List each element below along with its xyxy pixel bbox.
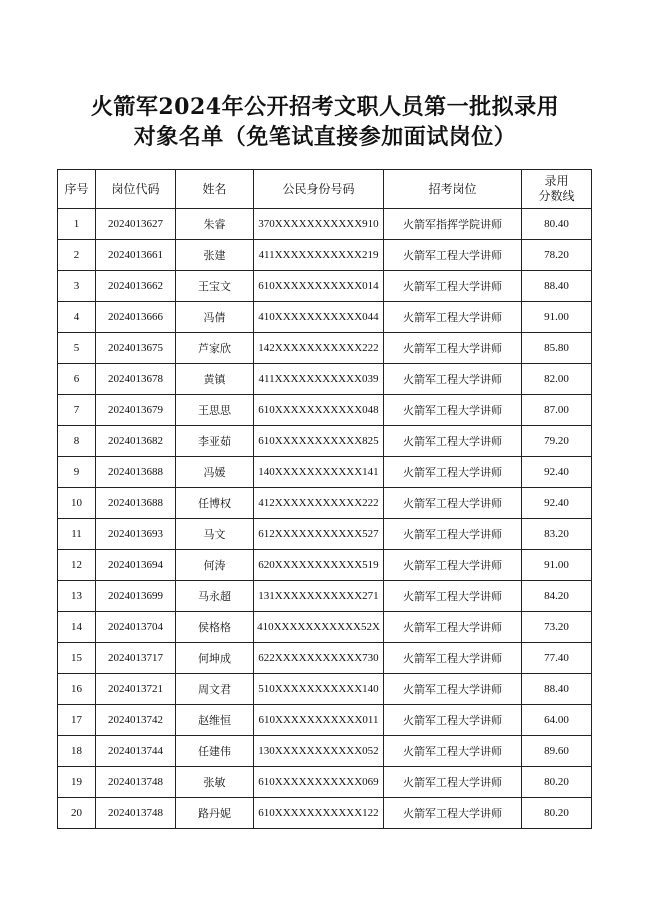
cell-no: 3 (58, 271, 96, 302)
cell-code: 2024013693 (96, 519, 176, 550)
cell-post: 火箭军工程大学讲师 (384, 550, 522, 581)
cell-no: 2 (58, 240, 96, 271)
cell-code: 2024013688 (96, 457, 176, 488)
cell-no: 14 (58, 612, 96, 643)
cell-post: 火箭军工程大学讲师 (384, 767, 522, 798)
cell-no: 5 (58, 333, 96, 364)
table-row (58, 364, 592, 395)
cell-name: 芦家欣 (176, 333, 254, 364)
cell-name: 马文 (176, 519, 254, 550)
cell-name: 张建 (176, 240, 254, 271)
header-code: 岗位代码 (96, 170, 176, 209)
cell-code: 2024013678 (96, 364, 176, 395)
table-row (58, 333, 592, 364)
cell-score: 92.40 (522, 457, 592, 488)
cell-name: 路丹妮 (176, 798, 254, 829)
cell-code: 2024013742 (96, 705, 176, 736)
cell-no: 18 (58, 736, 96, 767)
cell-id: 130XXXXXXXXXXX052 (254, 736, 384, 767)
cell-code: 2024013717 (96, 643, 176, 674)
cell-code: 2024013661 (96, 240, 176, 271)
cell-name: 赵维恒 (176, 705, 254, 736)
cell-code: 2024013679 (96, 395, 176, 426)
cell-no: 1 (58, 209, 96, 240)
cell-code: 2024013748 (96, 767, 176, 798)
cell-score: 91.00 (522, 302, 592, 333)
cell-code: 2024013666 (96, 302, 176, 333)
cell-post: 火箭军工程大学讲师 (384, 643, 522, 674)
cell-id: 411XXXXXXXXXXX219 (254, 240, 384, 271)
cell-id: 140XXXXXXXXXXX141 (254, 457, 384, 488)
page-title (0, 92, 650, 152)
table-row (58, 581, 592, 612)
cell-id: 370XXXXXXXXXXX910 (254, 209, 384, 240)
cell-name: 任博权 (176, 488, 254, 519)
cell-post: 火箭军工程大学讲师 (384, 333, 522, 364)
table-row (58, 209, 592, 240)
cell-post: 火箭军工程大学讲师 (384, 395, 522, 426)
roster-table (57, 169, 592, 829)
header-score-line-2: 分数线 (538, 189, 575, 203)
cell-id: 612XXXXXXXXXXX527 (254, 519, 384, 550)
cell-post: 火箭军工程大学讲师 (384, 705, 522, 736)
cell-code: 2024013748 (96, 798, 176, 829)
cell-score: 79.20 (522, 426, 592, 457)
cell-name: 何坤成 (176, 643, 254, 674)
table-row (58, 426, 592, 457)
cell-id: 610XXXXXXXXXXX069 (254, 767, 384, 798)
cell-post: 火箭军工程大学讲师 (384, 364, 522, 395)
cell-name: 李亚茹 (176, 426, 254, 457)
cell-post: 火箭军指挥学院讲师 (384, 209, 522, 240)
cell-post: 火箭军工程大学讲师 (384, 736, 522, 767)
cell-id: 131XXXXXXXXXXX271 (254, 581, 384, 612)
cell-score: 77.40 (522, 643, 592, 674)
page-title-line-1: 火箭军2024年公开招考文职人员第一批拟录用 (90, 94, 560, 120)
cell-name: 张敏 (176, 767, 254, 798)
cell-score: 91.00 (522, 550, 592, 581)
table-row (58, 271, 592, 302)
cell-score: 88.40 (522, 674, 592, 705)
cell-id: 620XXXXXXXXXXX519 (254, 550, 384, 581)
cell-name: 周文君 (176, 674, 254, 705)
cell-id: 411XXXXXXXXXXX039 (254, 364, 384, 395)
table-row (58, 550, 592, 581)
cell-post: 火箭军工程大学讲师 (384, 271, 522, 302)
cell-no: 16 (58, 674, 96, 705)
table-row (58, 240, 592, 271)
cell-no: 19 (58, 767, 96, 798)
cell-no: 13 (58, 581, 96, 612)
cell-score: 92.40 (522, 488, 592, 519)
cell-name: 黄镇 (176, 364, 254, 395)
page-title-line-2: 对象名单（免笔试直接参加面试岗位） (133, 124, 517, 150)
cell-score: 80.40 (522, 209, 592, 240)
table-row (58, 395, 592, 426)
cell-name: 王思思 (176, 395, 254, 426)
cell-score: 83.20 (522, 519, 592, 550)
cell-score: 84.20 (522, 581, 592, 612)
cell-name: 冯媛 (176, 457, 254, 488)
table-row (58, 798, 592, 829)
cell-code: 2024013627 (96, 209, 176, 240)
cell-post: 火箭军工程大学讲师 (384, 488, 522, 519)
header-id: 公民身份号码 (254, 170, 384, 209)
cell-no: 12 (58, 550, 96, 581)
cell-id: 610XXXXXXXXXXX122 (254, 798, 384, 829)
cell-score: 85.80 (522, 333, 592, 364)
cell-post: 火箭军工程大学讲师 (384, 581, 522, 612)
cell-id: 610XXXXXXXXXXX048 (254, 395, 384, 426)
cell-post: 火箭军工程大学讲师 (384, 457, 522, 488)
table-row (58, 457, 592, 488)
cell-name: 冯倩 (176, 302, 254, 333)
table-row (58, 519, 592, 550)
cell-no: 6 (58, 364, 96, 395)
cell-id: 410XXXXXXXXXXX044 (254, 302, 384, 333)
cell-code: 2024013662 (96, 271, 176, 302)
table-row (58, 736, 592, 767)
cell-score: 82.00 (522, 364, 592, 395)
table-row (58, 302, 592, 333)
cell-no: 8 (58, 426, 96, 457)
cell-id: 410XXXXXXXXXXX52X (254, 612, 384, 643)
cell-id: 622XXXXXXXXXXX730 (254, 643, 384, 674)
cell-code: 2024013744 (96, 736, 176, 767)
cell-name: 王宝文 (176, 271, 254, 302)
cell-id: 610XXXXXXXXXXX011 (254, 705, 384, 736)
cell-no: 7 (58, 395, 96, 426)
header-no: 序号 (58, 170, 96, 209)
cell-id: 142XXXXXXXXXXX222 (254, 333, 384, 364)
header-row (58, 170, 592, 209)
cell-id: 510XXXXXXXXXXX140 (254, 674, 384, 705)
table-row (58, 488, 592, 519)
cell-score: 80.20 (522, 798, 592, 829)
cell-no: 11 (58, 519, 96, 550)
cell-post: 火箭军工程大学讲师 (384, 426, 522, 457)
cell-id: 412XXXXXXXXXXX222 (254, 488, 384, 519)
cell-score: 78.20 (522, 240, 592, 271)
cell-no: 15 (58, 643, 96, 674)
table-row (58, 767, 592, 798)
cell-code: 2024013682 (96, 426, 176, 457)
cell-name: 何涛 (176, 550, 254, 581)
cell-post: 火箭军工程大学讲师 (384, 519, 522, 550)
cell-score: 89.60 (522, 736, 592, 767)
cell-code: 2024013704 (96, 612, 176, 643)
header-score (522, 170, 592, 209)
table-row (58, 674, 592, 705)
cell-no: 20 (58, 798, 96, 829)
cell-id: 610XXXXXXXXXXX014 (254, 271, 384, 302)
header-post: 招考岗位 (384, 170, 522, 209)
cell-score: 80.20 (522, 767, 592, 798)
cell-no: 4 (58, 302, 96, 333)
table-row (58, 643, 592, 674)
cell-score: 64.00 (522, 705, 592, 736)
cell-name: 马永超 (176, 581, 254, 612)
cell-score: 87.00 (522, 395, 592, 426)
cell-id: 610XXXXXXXXXXX825 (254, 426, 384, 457)
header-name: 姓名 (176, 170, 254, 209)
cell-code: 2024013721 (96, 674, 176, 705)
cell-code: 2024013699 (96, 581, 176, 612)
cell-score: 88.40 (522, 271, 592, 302)
cell-no: 9 (58, 457, 96, 488)
header-score-line-1: 录用 (544, 174, 569, 188)
table-row (58, 612, 592, 643)
cell-post: 火箭军工程大学讲师 (384, 798, 522, 829)
cell-code: 2024013675 (96, 333, 176, 364)
cell-post: 火箭军工程大学讲师 (384, 612, 522, 643)
cell-name: 任建伟 (176, 736, 254, 767)
cell-post: 火箭军工程大学讲师 (384, 240, 522, 271)
cell-no: 17 (58, 705, 96, 736)
cell-code: 2024013694 (96, 550, 176, 581)
cell-score: 73.20 (522, 612, 592, 643)
cell-post: 火箭军工程大学讲师 (384, 302, 522, 333)
cell-name: 侯格格 (176, 612, 254, 643)
table-row (58, 705, 592, 736)
cell-code: 2024013688 (96, 488, 176, 519)
cell-name: 朱睿 (176, 209, 254, 240)
cell-post: 火箭军工程大学讲师 (384, 674, 522, 705)
cell-no: 10 (58, 488, 96, 519)
